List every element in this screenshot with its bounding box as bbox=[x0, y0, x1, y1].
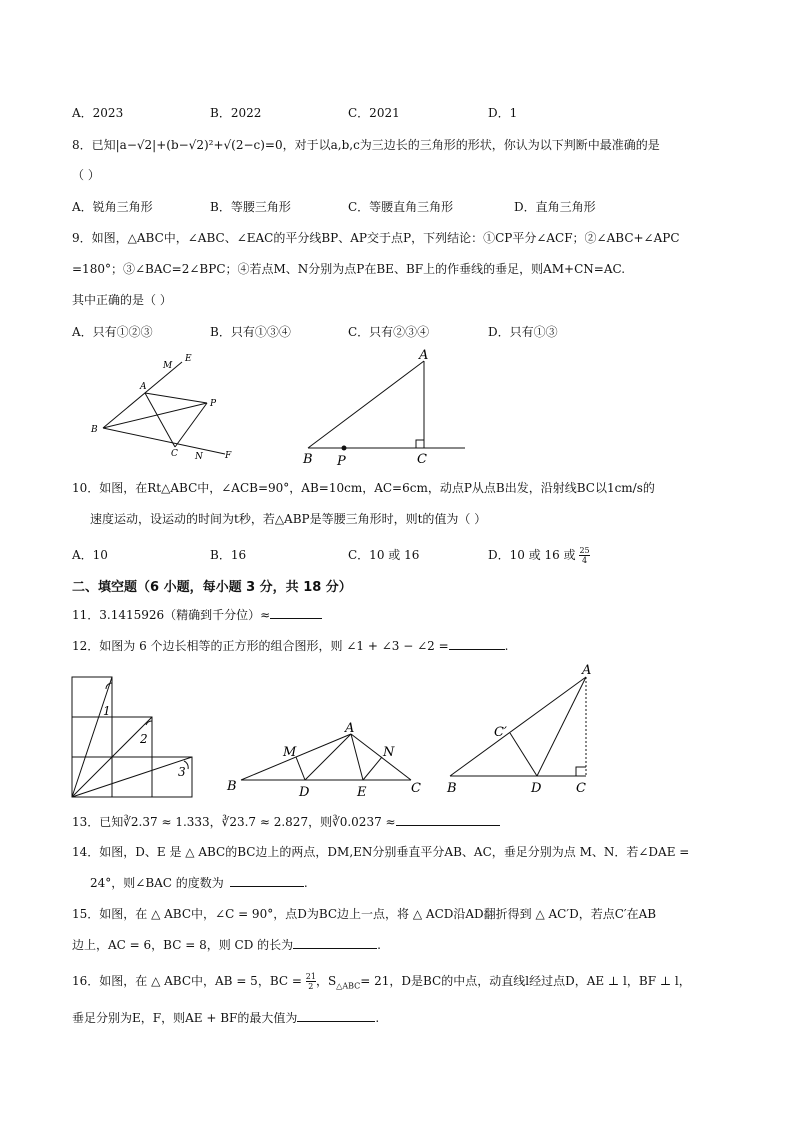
q14-end: . bbox=[303, 876, 308, 890]
q10-frac-den: 4 bbox=[581, 556, 588, 565]
fig9-label-F: F bbox=[225, 451, 232, 461]
q10-option-d bbox=[488, 546, 590, 565]
fig9-label-B: B bbox=[91, 425, 98, 435]
q9-figure-bisectors bbox=[85, 350, 245, 465]
fig14-label-E: E bbox=[357, 785, 367, 800]
q9-line2: =180°；③∠BAC=2∠BPC；④若点M、N分别为点P在BE、BF上的作垂线的垂足，则AM+CN=AC. bbox=[72, 262, 626, 276]
fig15-label-A: A bbox=[582, 663, 592, 678]
q8-option-b: B．等腰三角形 bbox=[210, 200, 291, 214]
q12-end: . bbox=[504, 639, 509, 653]
fig9-label-M: M bbox=[163, 361, 173, 371]
q12-answer-blank bbox=[449, 637, 505, 650]
fig15-label-C-prime: C′ bbox=[494, 725, 507, 740]
fig12-label-1: 1 bbox=[103, 704, 111, 718]
q11-line bbox=[72, 606, 322, 623]
q16-line2 bbox=[72, 1009, 379, 1026]
q9-option-b: B．只有①③④ bbox=[210, 325, 291, 339]
fig9-label-C: C bbox=[171, 449, 178, 459]
fig9-label-E: E bbox=[185, 354, 192, 364]
q8-option-d: D．直角三角形 bbox=[514, 200, 596, 214]
fig9-label-P: P bbox=[210, 399, 217, 409]
q7-option-d: D．1 bbox=[488, 106, 518, 120]
fig14-label-B: B bbox=[227, 779, 237, 794]
fig10-label-A: A bbox=[419, 348, 429, 363]
q15-answer-blank bbox=[293, 936, 377, 949]
fig14-label-N: N bbox=[383, 745, 395, 760]
fig9-label-N: N bbox=[195, 452, 203, 462]
section-2-title: 二、填空题（6 小题，每小题 3 分，共 18 分） bbox=[72, 580, 352, 595]
q10-frac-num: 25 bbox=[579, 546, 590, 555]
q8-option-c: C．等腰直角三角形 bbox=[348, 200, 454, 214]
q14-line2 bbox=[90, 874, 308, 891]
q10-figure-right-triangle bbox=[295, 345, 480, 470]
q7-option-c: C．2021 bbox=[348, 106, 400, 120]
q9-option-c: C．只有②③④ bbox=[348, 325, 430, 339]
q10-line2: 速度运动，设运动的时间为t秒，若△ABP是等腰三角形时，则t的值为（ ） bbox=[90, 512, 487, 526]
q9-option-d: D．只有①③ bbox=[488, 325, 558, 339]
q12-line bbox=[72, 637, 508, 654]
q16-fraction bbox=[306, 972, 316, 991]
fig10-label-C: C bbox=[417, 452, 427, 467]
q8-option-a: A．锐角三角形 bbox=[72, 200, 153, 214]
q12-text: 12．如图为 6 个边长相等的正方形的组合图形，则 ∠1 + ∠3 − ∠2 = bbox=[72, 639, 449, 653]
q16-sub: △ABC bbox=[336, 981, 361, 991]
q16-end: . bbox=[375, 1011, 380, 1025]
q16-answer-blank bbox=[297, 1009, 375, 1022]
fig12-label-2: 2 bbox=[140, 732, 148, 746]
q10-option-a: A．10 bbox=[72, 548, 108, 562]
q13-text: 13．已知∛2.37 ≈ 1.333，∛23.7 ≈ 2.827，则∛0.0237 ≈ bbox=[72, 815, 396, 829]
q11-answer-blank bbox=[270, 606, 322, 619]
q10-option-d-text: D．10 或 16 或 bbox=[488, 548, 576, 562]
q8-stem: 8．已知|a−√2|+(b−√2)²+√(2−c)=0，对于以a,b,c为三边长的三角形的形状，你认为以下判断中最准确的是 bbox=[72, 138, 660, 152]
q10-line1: 10．如图，在Rt△ABC中，∠ACB=90°，AB=10cm，AC=6cm，动点P从点B出发，沿射线BC以1cm/s的 bbox=[72, 481, 655, 495]
q11-text: 11．3.1415926（精确到千分位）≈ bbox=[72, 608, 271, 622]
q12-figure-squares bbox=[70, 675, 196, 801]
q15-end: . bbox=[377, 938, 381, 952]
fig10-label-B: B bbox=[303, 452, 313, 467]
fig9-label-A: A bbox=[140, 382, 147, 392]
q16-frac-num: 21 bbox=[305, 972, 316, 981]
q16-line1b: ，S bbox=[315, 974, 337, 988]
q15-line2 bbox=[72, 936, 381, 953]
fig10-label-P: P bbox=[337, 454, 346, 469]
q10-option-b: B．16 bbox=[210, 548, 247, 562]
q14-line1: 14．如图，D、E 是 △ ABC的BC边上的两点，DM,EN分别垂直平分AB、AC，垂足分别为点 M、N．若∠DAE = bbox=[72, 845, 690, 859]
q15-figure-fold bbox=[445, 660, 595, 800]
q16-line1 bbox=[72, 972, 691, 991]
q16-line1a: 16．如图，在 △ ABC中，AB = 5，BC = bbox=[72, 974, 302, 988]
q16-frac-den: 2 bbox=[308, 982, 314, 991]
q14-line2-text: 24°，则∠BAC 的度数为 bbox=[90, 876, 224, 890]
q9-line1: 9．如图，△ABC中，∠ABC、∠EAC的平分线BP、AP交于点P，下列结论：①CP平分∠ACF；②∠ABC+∠APC bbox=[72, 231, 680, 245]
q13-answer-blank bbox=[396, 813, 500, 826]
fig14-label-C: C bbox=[411, 781, 421, 796]
q7-option-a: A．2023 bbox=[72, 106, 124, 120]
q9-option-a: A．只有①②③ bbox=[72, 325, 153, 339]
q9-line3: 其中正确的是（ ） bbox=[72, 293, 172, 307]
q16-line2-text: 垂足分别为E，F，则AE + BF的最大值为 bbox=[72, 1011, 298, 1025]
q7-option-b: B．2022 bbox=[210, 106, 262, 120]
q15-line2-text: 边上，AC = 6，BC = 8，则 CD 的长为 bbox=[72, 938, 294, 952]
point-P-dot bbox=[342, 446, 347, 451]
fig14-label-D: D bbox=[299, 785, 310, 800]
q8-paren: （ ） bbox=[72, 168, 100, 182]
q14-figure-triangle bbox=[225, 720, 430, 800]
q10-option-c: C．10 或 16 bbox=[348, 548, 420, 562]
q16-line1c: = 21，D是BC的中点，动直线l经过点D，AE ⊥ l，BF ⊥ l， bbox=[360, 974, 691, 988]
fig14-label-A: A bbox=[345, 721, 355, 736]
fig15-label-C: C bbox=[576, 781, 586, 796]
q14-answer-blank bbox=[230, 874, 304, 887]
fig15-label-D: D bbox=[531, 781, 542, 796]
q15-line1: 15．如图，在 △ ABC中，∠C = 90°，点D为BC边上一点，将 △ ACD沿AD翻折得到 △ AC′D，若点C′在AB bbox=[72, 907, 657, 921]
fig12-label-3: 3 bbox=[178, 765, 186, 779]
fig15-label-B: B bbox=[447, 781, 457, 796]
q13-line bbox=[72, 813, 500, 830]
q10-option-d-fraction bbox=[579, 546, 589, 565]
fig14-label-M: M bbox=[283, 745, 297, 760]
